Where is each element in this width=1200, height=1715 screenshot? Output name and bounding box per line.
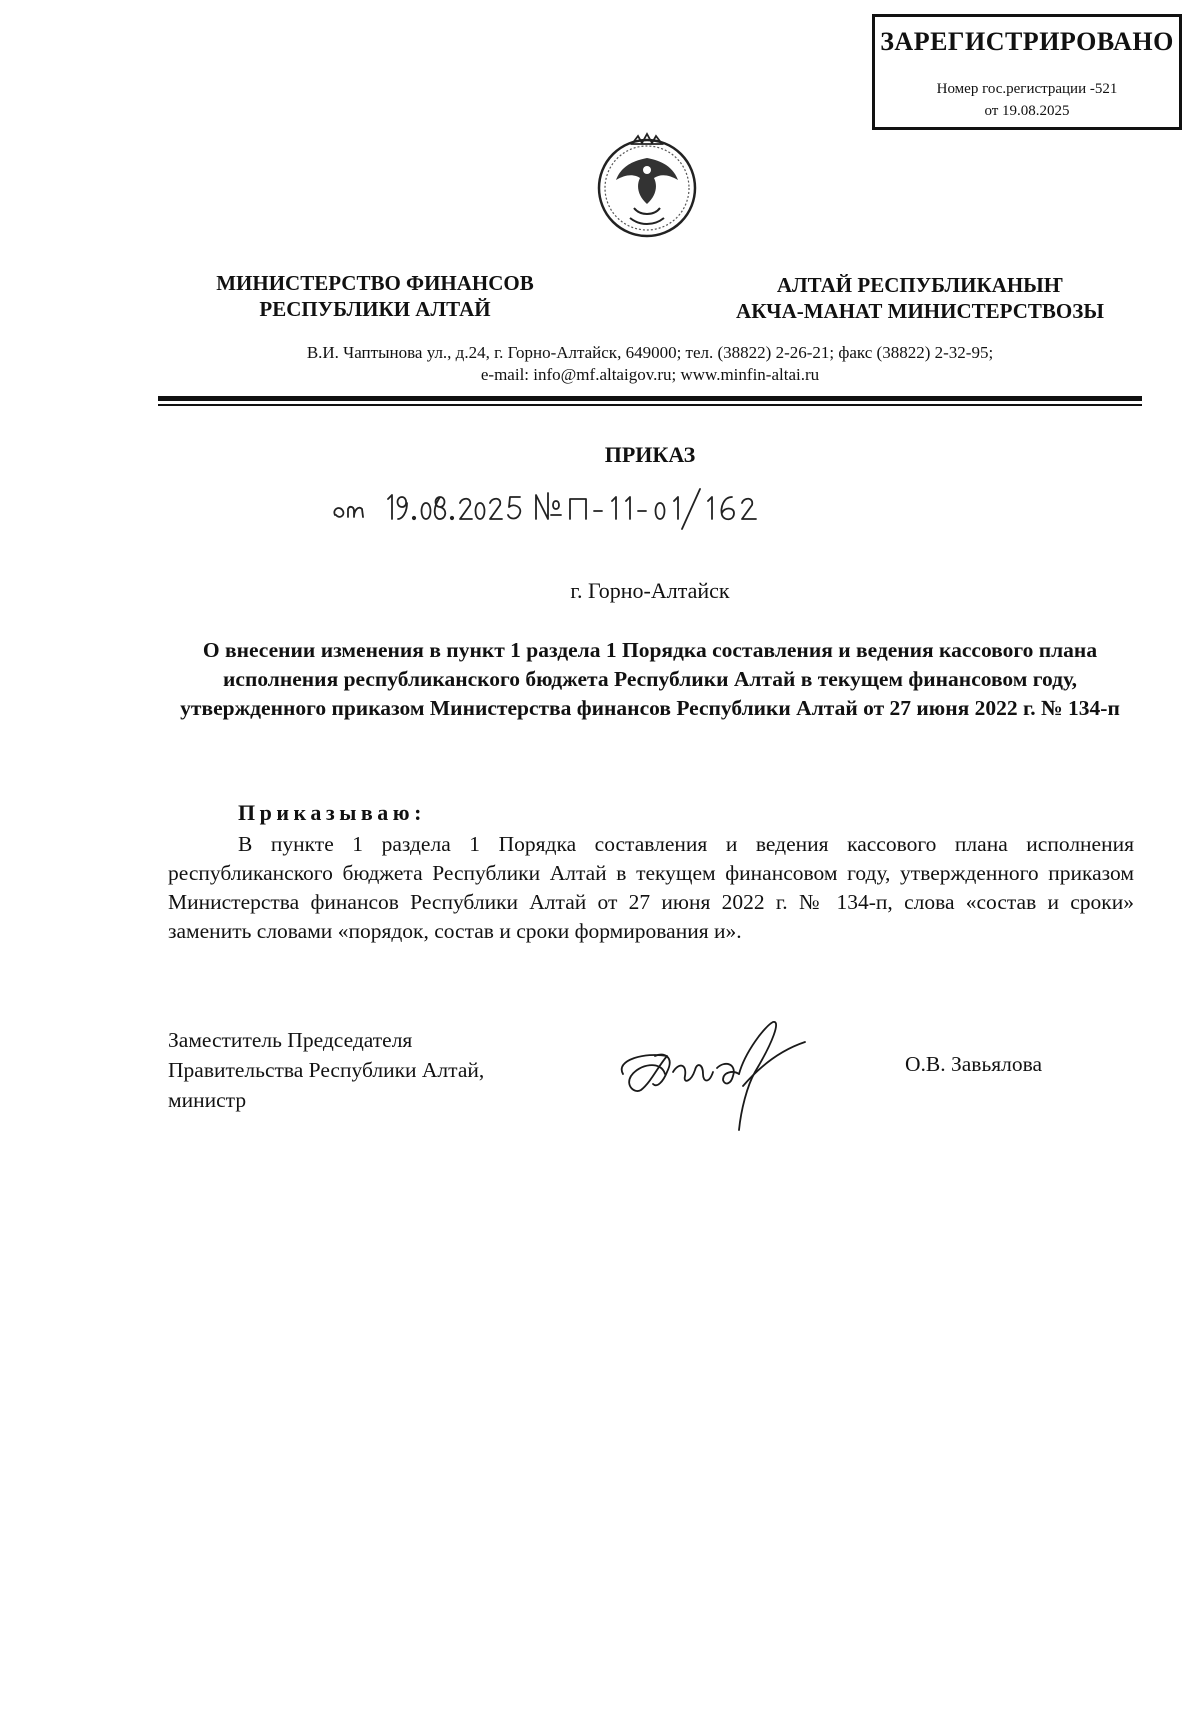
address-line2: e-mail: info@mf.altaigov.ru; www.minfin-altai.ru	[480, 365, 820, 384]
stamp-title: ЗАРЕГИСТРИРОВАНО	[880, 27, 1174, 56]
ministry-name-ru-line1: МИНИСТЕРСТВО ФИНАНСОВ	[216, 271, 534, 295]
orders-label: Приказываю:	[238, 800, 426, 825]
ministry-name-altai	[700, 272, 1140, 324]
ministry-address	[150, 342, 1150, 386]
order-title: ПРИКАЗ	[604, 442, 696, 467]
city: г. Горно-Алтайск	[570, 578, 730, 603]
ministry-name-alt-line2: АКЧА-МАНАТ МИНИСТЕРСТВОЗЫ	[736, 299, 1104, 323]
order-subject: О внесении изменения в пункт 1 раздела 1 Порядка составления и ведения кассового плана исполнения республиканского бюджета Республики Алтай в текущем финансовом году, утвержденного приказом Министерства финансов Республики Алтай от 27 июня 2022 г. № 134-п	[180, 638, 1120, 720]
ministry-name-russian	[170, 270, 580, 322]
position-line2: Правительства Республики Алтай,	[168, 1058, 485, 1082]
registration-stamp	[872, 14, 1182, 130]
header-divider-thick	[158, 396, 1142, 401]
position-line3: министр	[168, 1088, 247, 1112]
ministry-name-ru-line2: РЕСПУБЛИКИ АЛТАЙ	[259, 297, 491, 321]
signatory-name: О.В. Завьялова	[905, 1052, 1043, 1076]
signatory-position	[168, 1025, 548, 1115]
coat-of-arms-emblem	[592, 130, 702, 240]
stamp-reg-number: Номер гос.регистрации -521	[936, 81, 1118, 97]
position-line1: Заместитель Председателя	[168, 1028, 413, 1052]
ministry-name-alt-line1: АЛТАЙ РЕСПУБЛИКАНЫҤ	[776, 273, 1064, 297]
address-line1: В.И. Чаптынова ул., д.24, г. Горно-Алтайск, 649000; тел. (38822) 2-26-21; факс (38822) 2-32-95;	[306, 343, 994, 362]
stamp-reg-date: от 19.08.2025	[984, 103, 1070, 119]
header-divider-thin	[158, 404, 1142, 406]
order-body: В пункте 1 раздела 1 Порядка составления и ведения кассового плана исполнения республиканского бюджета Республики Алтай в текущем финансовом году, утвержденного приказом Министерства финансов Республики Алтай от 27 июня 2022 г. № 134-п, слова «состав и сроки» заменить словами «порядок, состав и сроки формирования и».	[168, 832, 1134, 943]
handwritten-date-number	[330, 483, 790, 533]
handwritten-signature	[605, 1012, 845, 1142]
